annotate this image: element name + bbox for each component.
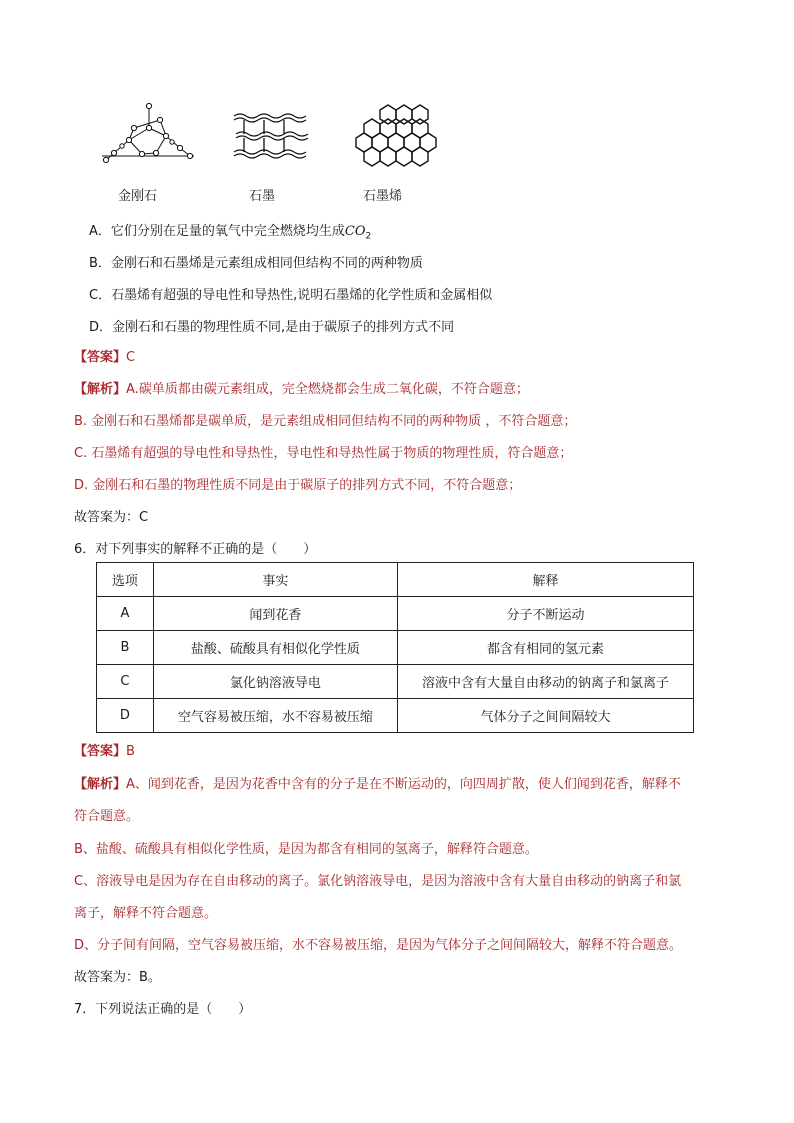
analysis-label: 【解析】	[74, 382, 127, 397]
analysis-text: A、闻到花香，是因为花香中含有的分子是在不断运动的，向四周扩散，使人们闻到花香，解释不	[126, 777, 681, 792]
q5-analysis-line-1	[74, 378, 529, 397]
diamond-structure-image	[102, 103, 194, 162]
answer-label: 【答案】	[74, 744, 127, 759]
q6-stem: 6．对下列事实的解释不正确的是（ ）	[74, 542, 317, 557]
table-cell: 氯化钠溶液导电	[153, 665, 397, 699]
q6-answer	[74, 740, 135, 759]
q5-analysis-line-3: C. 石墨烯有超强的导电性和导热性，导电性和导热性属于物质的物理性质，符合题意；	[74, 446, 573, 461]
table-row	[97, 665, 694, 699]
table-cell: 分子不断运动	[398, 597, 694, 631]
q6-analysis-line-6: D、分子间有间隔，空气容易被压缩，水不容易被压缩，是因为气体分子之间间隔较大，解释不符合题意。	[74, 938, 683, 953]
table-cell: 都含有相同的氢元素	[398, 631, 694, 665]
answer-value: B	[126, 744, 135, 759]
table-row	[97, 631, 694, 665]
answer-value: C	[126, 350, 136, 365]
option-d	[89, 316, 454, 335]
q5-analysis-line-2: B. 金刚石和石墨烯都是碳单质，是元素组成相同但结构不同的两种物质 ，不符合题意；	[74, 414, 577, 429]
option-b	[89, 252, 423, 271]
table-row	[97, 699, 694, 733]
option-a	[89, 220, 371, 242]
option-letter: A．	[89, 224, 111, 239]
caption-graphene: 石墨烯	[363, 189, 403, 204]
option-text: 它们分别在足量的氧气中完全燃烧均生成	[110, 224, 345, 239]
q6-analysis-line-2: 符合题意。	[74, 809, 140, 824]
option-letter: D．	[89, 320, 113, 335]
table-cell: D	[97, 699, 154, 733]
q5-analysis-line-4: D. 金刚石和石墨的物理性质不同是由于碳原子的排列方式不同，不符合题意；	[74, 478, 522, 493]
table-cell: 闻到花香	[153, 597, 397, 631]
formula: CO	[344, 224, 366, 239]
caption-diamond: 金刚石	[118, 189, 158, 204]
table-cell: 气体分子之间间隔较大	[398, 699, 694, 733]
q6-table	[96, 562, 694, 733]
q7-stem: 7．下列说法正确的是（ ）	[74, 1002, 252, 1017]
table-cell: 溶液中含有大量自由移动的钠离子和氯离子	[398, 665, 694, 699]
q6-analysis-line-5: 离子，解释不符合题意。	[74, 906, 218, 921]
table-header-row	[97, 563, 694, 597]
header-cell: 事实	[153, 563, 397, 597]
analysis-label: 【解析】	[74, 777, 127, 792]
q5-conclusion: 故答案为：C	[74, 510, 149, 525]
carbon-structures-figure	[94, 98, 444, 176]
header-cell: 选项	[97, 563, 154, 597]
q6-analysis-line-3: B、盐酸、硫酸具有相似化学性质，是因为都含有相同的氢离子，解释符合题意。	[74, 842, 538, 857]
option-text: 金刚石和石墨烯是元素组成相同但结构不同的两种物质	[110, 256, 423, 271]
table-cell: 盐酸、硫酸具有相似化学性质	[153, 631, 397, 665]
option-text: 金刚石和石墨的物理性质不同,是由于碳原子的排列方式不同	[112, 320, 455, 335]
formula-subscript: 2	[365, 231, 372, 242]
option-c	[89, 284, 492, 303]
graphite-structure-image	[234, 114, 308, 158]
q6-conclusion: 故答案为：B。	[74, 970, 161, 985]
table-cell: 空气容易被压缩，水不容易被压缩	[153, 699, 397, 733]
table-cell: C	[97, 665, 154, 699]
table-row	[97, 597, 694, 631]
q5-answer	[74, 346, 135, 365]
option-letter: C．	[89, 288, 112, 303]
table-cell: B	[97, 631, 154, 665]
graphene-structure-image	[356, 105, 436, 166]
analysis-text: A.碳单质都由碳元素组成，完全燃烧都会生成二氧化碳，不符合题意；	[126, 382, 529, 397]
option-letter: B．	[89, 256, 111, 271]
answer-label: 【答案】	[74, 350, 127, 365]
option-text: 石墨烯有超强的导电性和导热性,说明石墨烯的化学性质和金属相似	[111, 288, 493, 303]
q6-analysis-line-1	[74, 773, 681, 792]
caption-graphite: 石墨	[249, 189, 276, 204]
header-cell: 解释	[398, 563, 694, 597]
q6-analysis-line-4: C、溶液导电是因为存在自由移动的离子。氯化钠溶液导电，是因为溶液中含有大量自由移动的钠离子和氯	[74, 874, 682, 889]
table-cell: A	[97, 597, 154, 631]
